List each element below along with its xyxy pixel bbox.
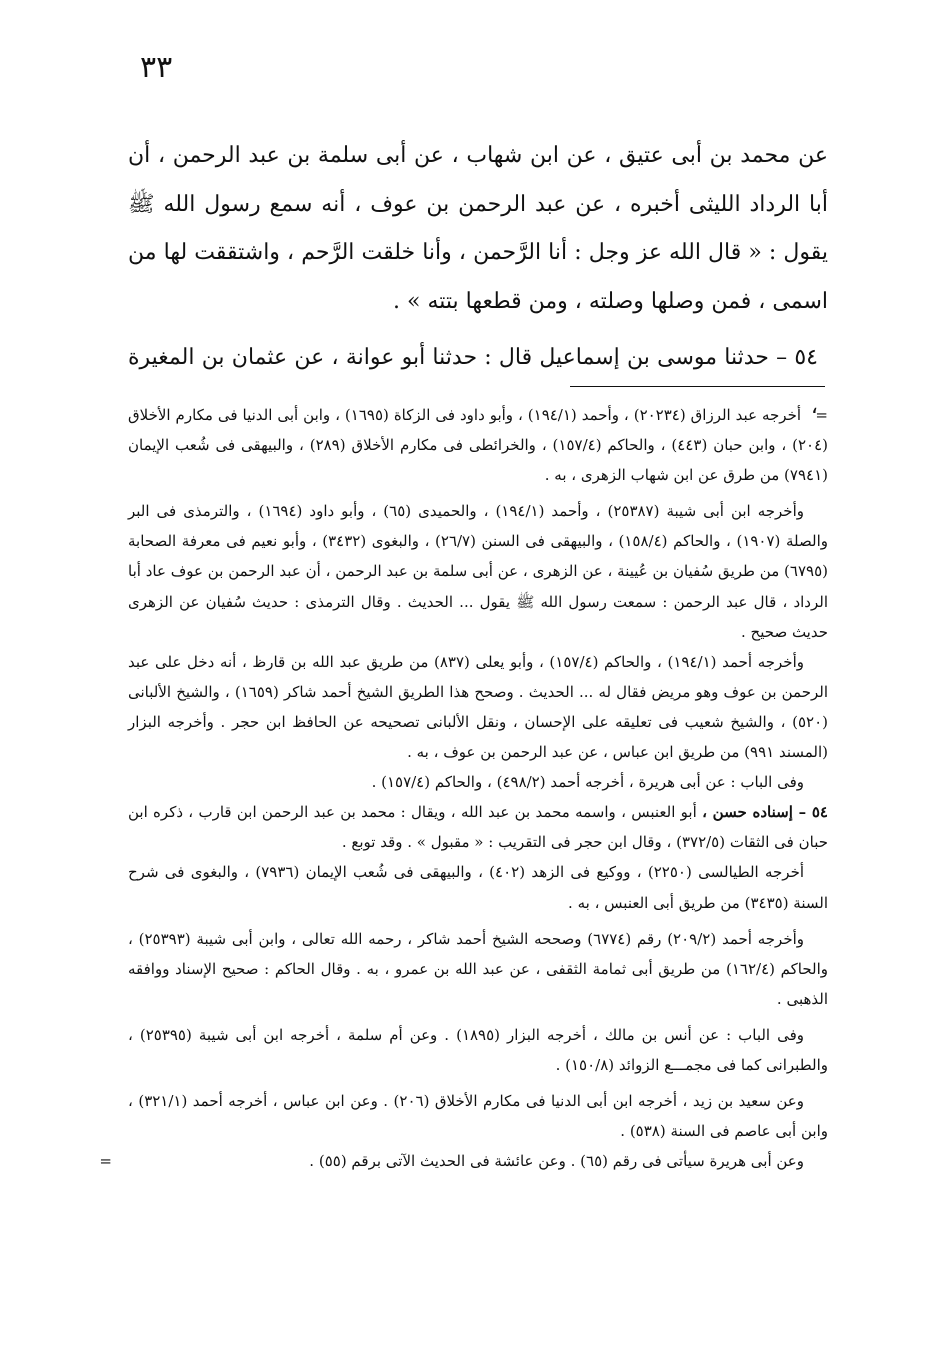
footnote-paragraph: ٥٤ – إسناده حسن ، أبو العنبس ، واسمه محمد بن عبد الله ، ويقال : محمد بن عبد الرحمن ابن قارب ، ذكره ابن حبان فى الثقات (٣٧٢/٥) ، وقال ابن حجر فى التقريب : « مقبول » . وقد توبع . [128, 803, 828, 852]
footnote-paragraph: وأخرجه أحمد (٢٠٩/٢) رقم (٦٧٧٤) وصححه الشيخ أحمد شاكر ، رحمه الله تعالى ، وابن أبى شيبة (٢٥٣٩٣) ، والحاكم (١٦٢/٤) من طريق أبى ثمامة الثقفى ، عن عبد الله بن عمرو ، به . وقال الحاكم : صحيح الإسناد ووافقه الذهبى . [128, 929, 828, 1008]
continuation-mark: = [99, 1152, 112, 1171]
footnote-paragraph: وأخرجه أحمد (١٩٤/١) ، والحاكم (١٥٧/٤) ، وأبو يعلى (٨٣٧) من طريق عبد الله بن قارظ ، أنه دخل على عبد الرحمن بن عوف وهو مريض فقال له ... الحديث . وصحح هذا الطريق الشيخ أحمد شاكر (١٦٥٩) ، والشيخ الألبانى (٥٢٠) ، والشيخ شعيب فى تعليقه على الإحسان ، ونقل الألبانى تصحيحه عن الحافظ ابن حجر . وأخرجه البزار (المسند ٩٩١) من طريق ابن عباس ، عن عبد الرحمن بن عوف ، به . [128, 652, 828, 762]
hadith-53-text: عن محمد بن أبى عتيق ، عن ابن شهاب ، عن أبى سلمة بن عبد الرحمن ، أن أبا الرداد الليثى أخبره ، عن عبد الرحمن بن عوف ، أنه سمع رسول الله ﷺ يقول : « قال الله عز وجل : أنا الرَّحمن ، وأنا خلقت الرَّحم ، واشتققت لها من اسمى ، فمن وصلها وصلته ، ومن قطعها بتته » . [128, 143, 828, 314]
footnotes [99, 400, 828, 1300]
hadith-54-text: ٥٤ – حدثنا موسى بن إسماعيل قال : حدثنا أبو عوانة ، عن عثمان بن المغيرة ، [128, 345, 818, 419]
footnote-paragraph: وفى الباب : عن أنس بن مالك ، أخرجه البزار (١٨٩٥) . وعن أم سلمة ، أخرجه ابن أبى شيبة (٢٥٣٩٥) ، والطبرانى كما فى مجمـــع الزوائد (١٥٠/٨) . [128, 1025, 828, 1074]
footnote-paragraph: أخرجه الطيالسى (٢٢٥٠) ، ووكيع فى الزهد (٤٠٢) ، والبيهقى فى شُعب الإيمان (٧٩٣٦) ، والبغوى فى شرح السنة (٣٤٣٥) من طريق أبى العنبس ، به . [128, 863, 828, 912]
footnote-paragraph: وأخرجه ابن أبى شيبة (٢٥٣٨٧) ، وأحمد (١٩٤/١) ، والحميدى (٦٥) ، وأبو داود (١٦٩٤) ، والترمذى فى البر والصلة (١٩٠٧) ، والحاكم (١٥٨/٤) ، والبيهقى فى السنن (٢٦/٧) ، والبغوى (٣٤٣٢) ، وأبو نعيم فى معرفة الصحابة (٦٧٩٥) من طريق سُفيان بن عُيينة ، عن الزهرى ، عن أبى سلمة بن عبد الرحمن ، أن عبد الرحمن بن عوف عاد أبا الرداد ، قال عبد الرحمن : سمعت رسول الله ﷺ يقول ... الحديث . وقال الترمذى : حديث سُفيان عن الزهرى حديث صحيح . [128, 502, 828, 641]
footnote-divider [570, 386, 825, 387]
hadith-54-grade: ٥٤ – إسناده حسن ، [702, 803, 828, 822]
footnote-paragraph: وفى الباب : عن أبى هريرة ، أخرجه أحمد (٤٩٨/٢) ، والحاكم (١٥٧/٤) . [371, 773, 804, 792]
page-number: ٣٣ [140, 50, 173, 85]
footnote-paragraph: وعن أبى هريرة سيأتى فى رقم (٦٥) . وعن عائشة فى الحديث الآتى برقم (٥٥) . = [128, 1146, 828, 1176]
continuation-mark: = [815, 406, 828, 424]
footnote-paragraph: وعن سعيد بن زيد ، أخرجه ابن أبى الدنيا فى مكارم الأخلاق (٢٠٦) . وعن ابن عباس ، أخرجه أحمد (٣٢١/١) ، وابن أبى عاصم فى السنة (٥٣٨) . [128, 1092, 828, 1141]
footnote-paragraph: = أخرجه عبد الرزاق (٢٠٢٣٤) ، وأحمد (١٩٤/١) ، وأبو داود فى الزكاة (١٦٩٥) ، وابن أبى الدنيا فى مكارم الأخلاق (٢٠٤) ، وابن حبان (٤٤٣) ، والحاكم (١٥٧/٤) ، والخرائطى فى مكارم الأخلاق (٢٨٩) ، والبيهقى فى شُعب الإيمان (٧٩٤١) من طرق عن ابن شهاب الزهرى ، به . [128, 400, 828, 490]
